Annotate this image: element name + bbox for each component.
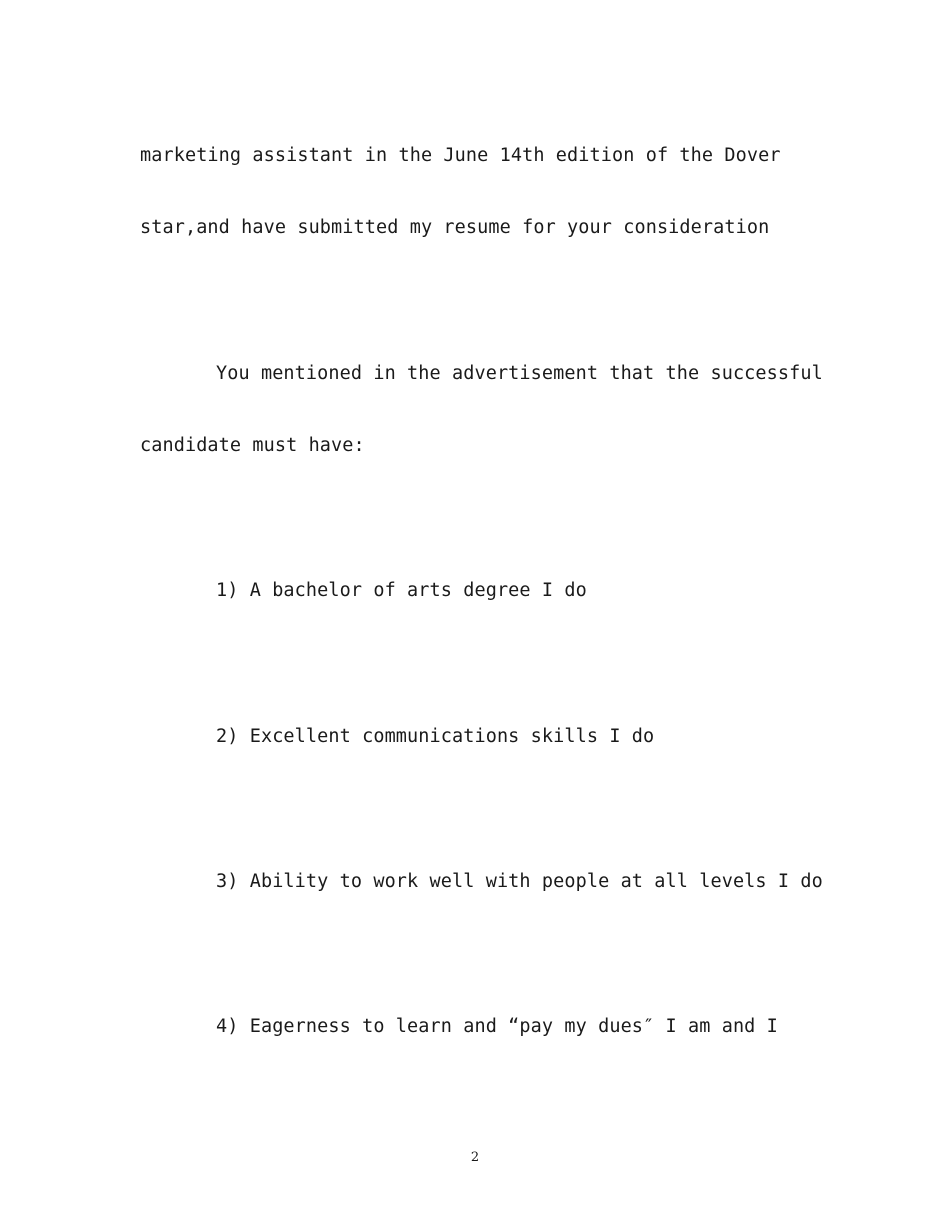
page-number: 2 — [470, 1150, 480, 1165]
paragraph-text-line: marketing assistant in the June 14th edition of the Dover — [140, 145, 781, 166]
list-item: 4) Eagerness to learn and “pay my dues″ I am and I — [216, 1016, 778, 1037]
paragraph-text-line: You mentioned in the advertisement that the successful — [216, 363, 823, 384]
list-item: 3) Ability to work well with people at all levels I do — [216, 871, 823, 892]
list-item: 2) Excellent communications skills I do — [216, 726, 655, 747]
paragraph-text-line: star,and have submitted my resume for your consideration — [140, 217, 770, 238]
list-item: 1) A bachelor of arts degree I do — [216, 580, 587, 601]
paragraph-text-line: candidate must have: — [140, 435, 365, 456]
